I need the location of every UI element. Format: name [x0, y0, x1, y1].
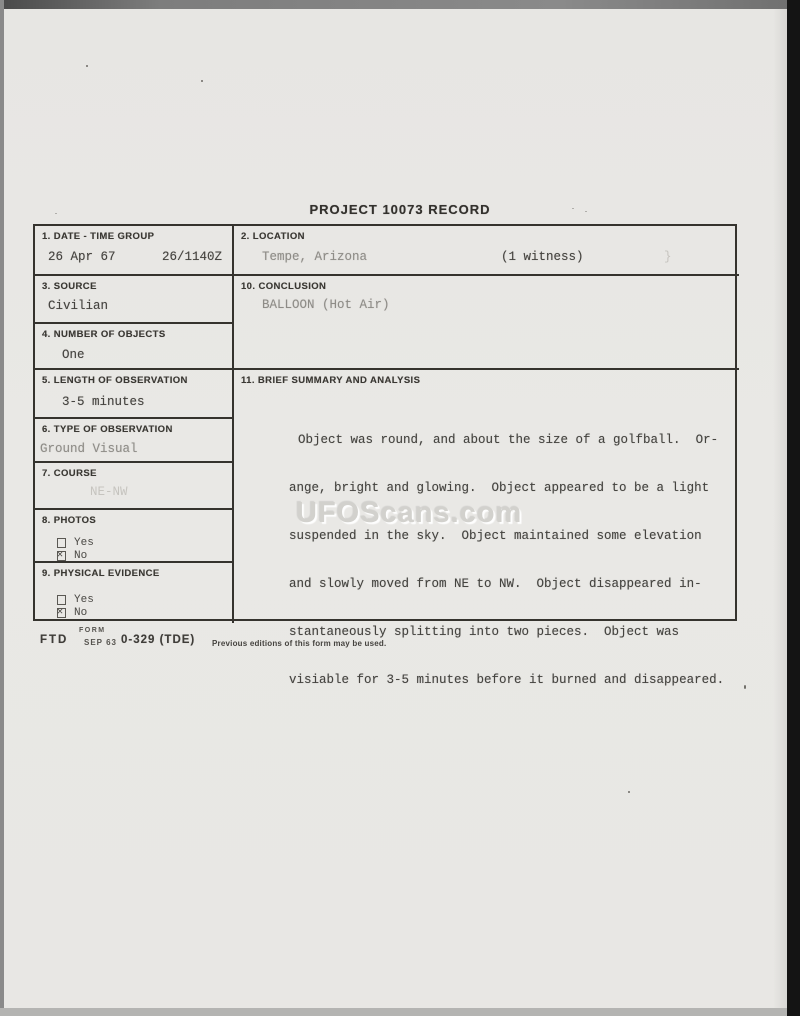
- checkbox-unchecked-icon: [57, 538, 66, 548]
- physical-evidence-yes-label: Yes: [74, 594, 94, 606]
- summary-line: and slowly moved from NE to NW. Object disappeared in-: [289, 577, 702, 591]
- field-physical-evidence: [35, 563, 232, 623]
- field-label: 8. PHOTOS: [42, 515, 97, 526]
- field-label: 2. LOCATION: [241, 231, 305, 242]
- checkbox-checked-icon: [57, 551, 66, 561]
- length-of-observation-value: 3-5 minutes: [62, 395, 145, 409]
- field-date-time-group: [35, 226, 232, 276]
- checkbox-checked-icon: [57, 608, 66, 618]
- location-value: Tempe, Arizona: [262, 250, 368, 264]
- summary-line: Object was round, and about the size of a golfball. Or-: [298, 433, 719, 447]
- scan-speck: [744, 685, 746, 689]
- scan-edge-right: [787, 0, 800, 1016]
- scan-stray-mark: }: [664, 250, 672, 264]
- checkbox-unchecked-icon: [57, 595, 66, 605]
- scan-speck: [585, 211, 587, 212]
- summary-line: visiable for 3-5 minutes before it burned and disappeared.: [289, 673, 725, 687]
- physical-evidence-no-row: [57, 607, 87, 619]
- paper-page: [4, 9, 787, 1008]
- time-value: 26/1140Z: [162, 250, 223, 264]
- field-label: 9. PHYSICAL EVIDENCE: [42, 568, 160, 579]
- photos-yes-row: [57, 537, 94, 549]
- scan-speck: [86, 65, 88, 67]
- field-label: 10. CONCLUSION: [241, 281, 327, 292]
- scan-speck: [55, 213, 57, 214]
- scan-speck: [628, 791, 630, 793]
- field-location: [232, 226, 739, 276]
- summary-line: ange, bright and glowing. Object appeared to be a light: [289, 481, 710, 495]
- course-value: NE-NW: [90, 485, 128, 499]
- field-length-of-observation: [35, 370, 232, 419]
- footer-edition-date: SEP 63: [84, 638, 117, 647]
- field-type-of-observation: [35, 419, 232, 463]
- conclusion-value: BALLOON (Hot Air): [262, 298, 390, 312]
- footer-note: Previous editions of this form may be used.: [212, 639, 387, 648]
- date-value: 26 Apr 67: [48, 250, 116, 264]
- field-label: 11. BRIEF SUMMARY AND ANALYSIS: [241, 375, 421, 386]
- photos-no-row: [57, 550, 87, 562]
- number-of-objects-value: One: [62, 348, 85, 362]
- photos-no-label: No: [74, 550, 88, 562]
- field-label: 6. TYPE OF OBSERVATION: [42, 424, 173, 435]
- witness-count: (1 witness): [501, 250, 584, 264]
- ufoscans-watermark: UFOScans.com: [296, 497, 523, 529]
- field-number-of-objects: [35, 324, 232, 370]
- footer-form-word: FORM: [79, 627, 106, 634]
- footer-form-number: 0-329 (TDE): [121, 634, 196, 646]
- field-photos: [35, 510, 232, 563]
- field-conclusion: [232, 276, 739, 370]
- physical-evidence-yes-row: [57, 594, 94, 606]
- summary-line: stantaneously splitting into two pieces. Object was: [289, 625, 680, 639]
- source-value: Civilian: [48, 299, 109, 313]
- physical-evidence-no-label: No: [74, 607, 88, 619]
- summary-line: suspended in the sky. Object maintained some elevation: [289, 529, 702, 543]
- summary-paragraph: [289, 400, 724, 720]
- field-label: 4. NUMBER OF OBJECTS: [42, 329, 166, 340]
- field-label: 5. LENGTH OF OBSERVATION: [42, 375, 188, 386]
- document-title: PROJECT 10073 RECORD: [309, 202, 491, 217]
- field-label: 1. DATE - TIME GROUP: [42, 231, 155, 242]
- field-label: 7. COURSE: [42, 468, 97, 479]
- field-course: [35, 463, 232, 510]
- photos-yes-label: Yes: [74, 537, 94, 549]
- field-label: 3. SOURCE: [42, 281, 97, 292]
- type-of-observation-value: Ground Visual: [40, 442, 138, 456]
- footer-agency: FTD: [40, 634, 69, 646]
- field-source: [35, 276, 232, 324]
- scan-speck: [572, 208, 574, 209]
- scan-speck: [201, 80, 203, 82]
